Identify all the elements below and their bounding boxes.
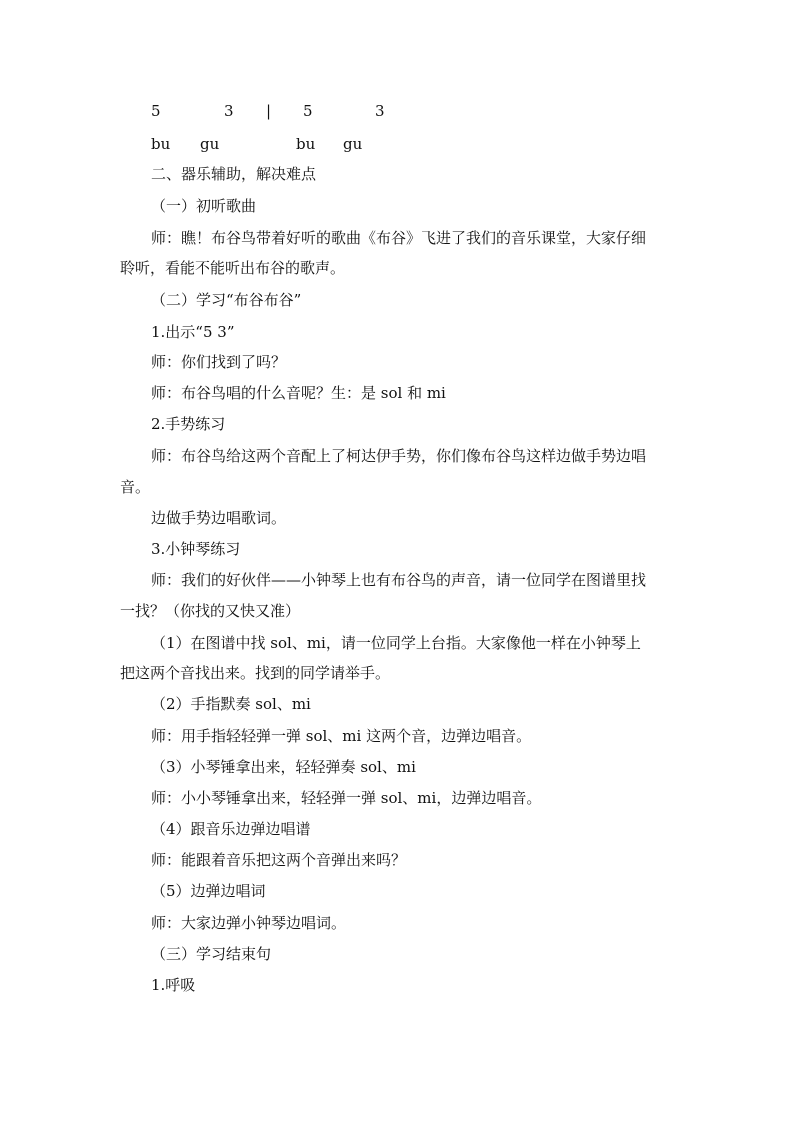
paragraph-line: 边做手势边唱歌词。 (151, 509, 287, 527)
paragraph-line: （1）在图谱中找 sol、mi，请一位同学上台指。大家像他一样在小钟琴上 (151, 634, 641, 652)
syllable: bu (296, 135, 316, 153)
paragraph-line: 师：小小琴锤拿出来，轻轻弹一弹 sol、mi，边弹边唱音。 (151, 789, 542, 807)
syllable: gu (200, 135, 220, 153)
note: 5 (303, 102, 313, 120)
step-heading: 3.小钟琴练习 (151, 540, 241, 558)
paragraph-line: 师：你们找到了吗？ (151, 353, 287, 371)
note: 3 (375, 102, 385, 120)
paragraph-line: 聆听，看能不能听出布谷的歌声。 (120, 259, 346, 277)
subheading: （一）初听歌曲 (151, 197, 257, 215)
subheading: （二）学习“布谷布谷” (151, 291, 302, 309)
paragraph-line: 师：我们的好伙伴——小钟琴上也有布谷鸟的声音，请一位同学在图谱里找 (151, 571, 647, 589)
substep-heading: （4）跟音乐边弹边唱谱 (151, 820, 311, 838)
step-heading: 1.呼吸 (151, 976, 196, 994)
section-heading: 二、器乐辅助，解决难点 (151, 165, 317, 183)
paragraph-line: 师：瞧！布谷鸟带着好听的歌曲《布谷》飞进了我们的音乐课堂，大家仔细 (151, 229, 647, 247)
paragraph-line: 师：大家边弹小钟琴边唱词。 (151, 914, 347, 932)
substep-heading: （3）小琴锤拿出来，轻轻弹奏 sol、mi (151, 758, 416, 776)
substep-heading: （2）手指默奏 sol、mi (151, 695, 311, 713)
note: 3 (224, 102, 234, 120)
paragraph-line: 师：布谷鸟唱的什么音呢？生：是 sol 和 mi (151, 384, 446, 402)
paragraph-line: 师：用手指轻轻弹一弹 sol、mi 这两个音，边弹边唱音。 (151, 727, 532, 745)
paragraph-line: 师：布谷鸟给这两个音配上了柯达伊手势，你们像布谷鸟这样边做手势边唱 (151, 447, 647, 465)
syllable: bu (151, 135, 171, 153)
paragraph-line: 师：能跟着音乐把这两个音弹出来吗？ (151, 851, 407, 869)
paragraph-line: 一找？（你找的又快又准） (120, 602, 301, 620)
substep-heading: （5）边弹边唱词 (151, 882, 266, 900)
paragraph-line: 音。 (120, 478, 151, 496)
subheading: （三）学习结束句 (151, 945, 272, 963)
syllable: gu (343, 135, 363, 153)
note: 5 (151, 102, 161, 120)
step-heading: 1.出示“5 3” (151, 323, 235, 341)
paragraph-line: 把这两个音找出来。找到的同学请举手。 (120, 664, 391, 682)
step-heading: 2.手势练习 (151, 415, 226, 433)
bar-line: | (266, 102, 272, 120)
